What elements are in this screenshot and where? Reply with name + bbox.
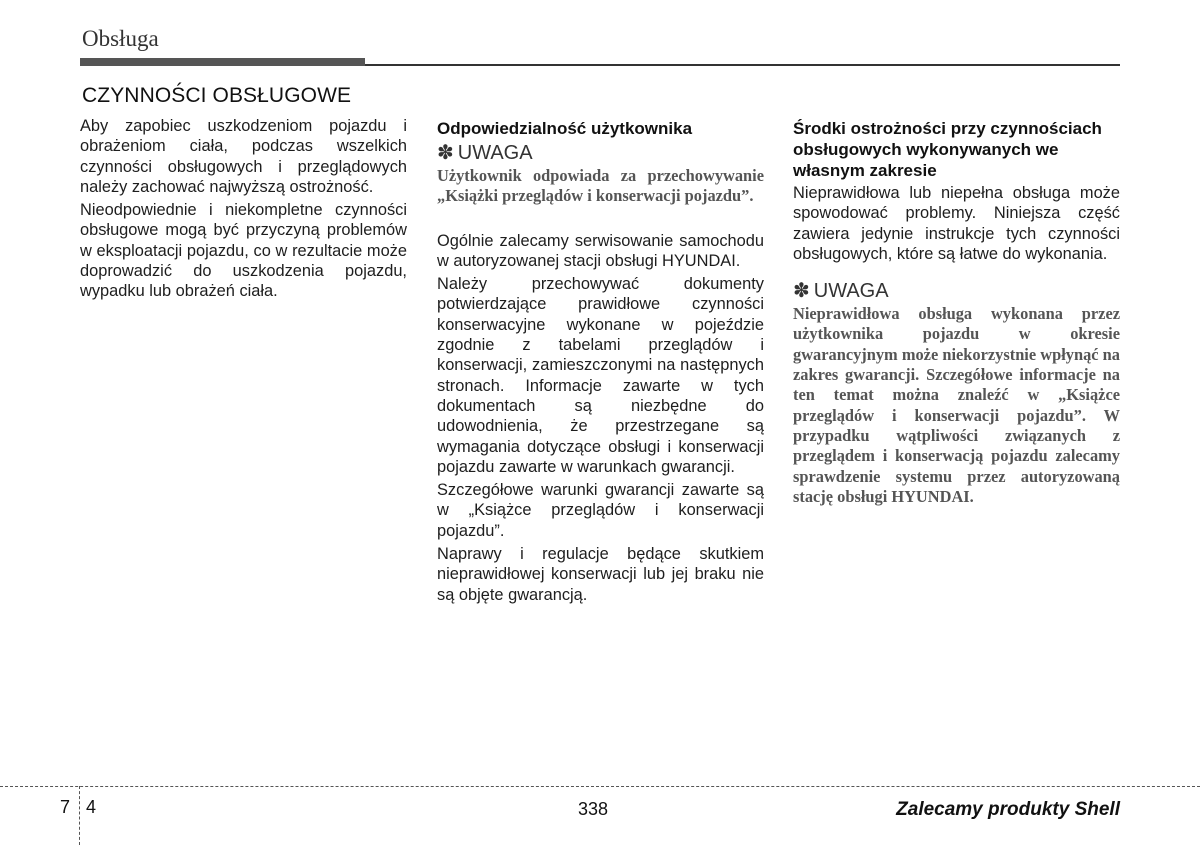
spacer (437, 210, 764, 231)
paragraph: Szczegółowe warunki gwarancji zawarte są w „Książce przeglądów i konserwacji pojazdu”. (437, 481, 764, 540)
header-title: Obsługa (82, 26, 159, 51)
footer-divider (79, 786, 80, 845)
paragraph: Ogólnie zalecamy serwisowanie samochodu w autoryzowanej stacji obsługi HYUNDAI. (437, 231, 764, 270)
paragraph: Naprawy i regulacje będące skutkiem nieprawidłowej konserwacji lub jej braku nie są objęte gwarancją. (437, 545, 764, 604)
page-number: 338 (578, 799, 609, 819)
column-2 (437, 116, 764, 608)
paragraph: Należy przechowywać dokumenty potwierdzające prawidłowe czynności konserwacyjne wykonane w pojeździe zgodnie z tabelami przeglądów i konserwacji, zamieszczonymi na następnych stronach. Informacje zawarte w tych dokumentach są niezbędne do udowodnienia, że przestrzegane są wymagania dotyczące obsługi i konserwacji pojazdu zawarte w warunkach gwarancji. (437, 275, 764, 476)
column-1 (80, 116, 407, 305)
paragraph: Nieprawidłowa lub niepełna obsługa może spowodować problemy. Niniejsza część zawiera jedynie instrukcje tych czynności obsługowych, które są łatwe do wykonania. (793, 184, 1120, 263)
warning-title (793, 279, 1120, 303)
warning-label: UWAGA (813, 280, 889, 303)
warning-text: Użytkownik odpowiada za przechowywanie „Książki przeglądów i konserwacji pojazdu”. (437, 166, 764, 206)
paragraph: Aby zapobiec uszkodzeniom pojazdu i obrażeniom ciała, podczas wszelkich czynności obsługowych i przeglądowych należy zachować najwyższą ostrożność. (80, 117, 407, 196)
subsection-heading: Odpowiedzialność użytkownika (437, 119, 693, 138)
column-3 (793, 116, 1120, 510)
warning-label: UWAGA (457, 142, 533, 164)
asterisk-icon: ✽ (793, 280, 810, 303)
footer-rule (0, 786, 1200, 787)
asterisk-icon: ✽ (437, 142, 454, 164)
subsection-heading: Środki ostrożności przy czynnościach obsługowych wykonywanych we własnym zakresie (793, 119, 1102, 180)
header-bar (80, 58, 365, 66)
spacer (793, 267, 1120, 279)
header-rule (365, 64, 1120, 66)
section-heading: CZYNNOŚCI OBSŁUGOWE (82, 84, 352, 107)
section-page-number: 4 (86, 797, 97, 817)
chapter-number: 7 (60, 797, 71, 817)
warning-text: Nieprawidłowa obsługa wykonana przez użytkownika pojazdu w okresie gwarancyjnym może niekorzystnie wpłynąć na zakres gwarancji. Szczegółowe informacje na ten temat można znaleźć w „Książce przeglądów i konserwacji pojazdu”. W przypadku wątpliwości związanych z przeglądem i konserwacją pojazdu zalecamy sprawdzenie systemu przez autoryzowaną stację obsługi HYUNDAI. (793, 304, 1120, 506)
warning-title (437, 141, 764, 165)
footer-note: Zalecamy produkty Shell (896, 799, 1120, 820)
paragraph: Nieodpowiednie i niekompletne czynności obsługowe mogą być przyczyną problemów w eksploatacji pojazdu, co w rezultacie może doprowadzić do uszkodzenia pojazdu, wypadku lub obrażeń ciała. (80, 201, 407, 301)
